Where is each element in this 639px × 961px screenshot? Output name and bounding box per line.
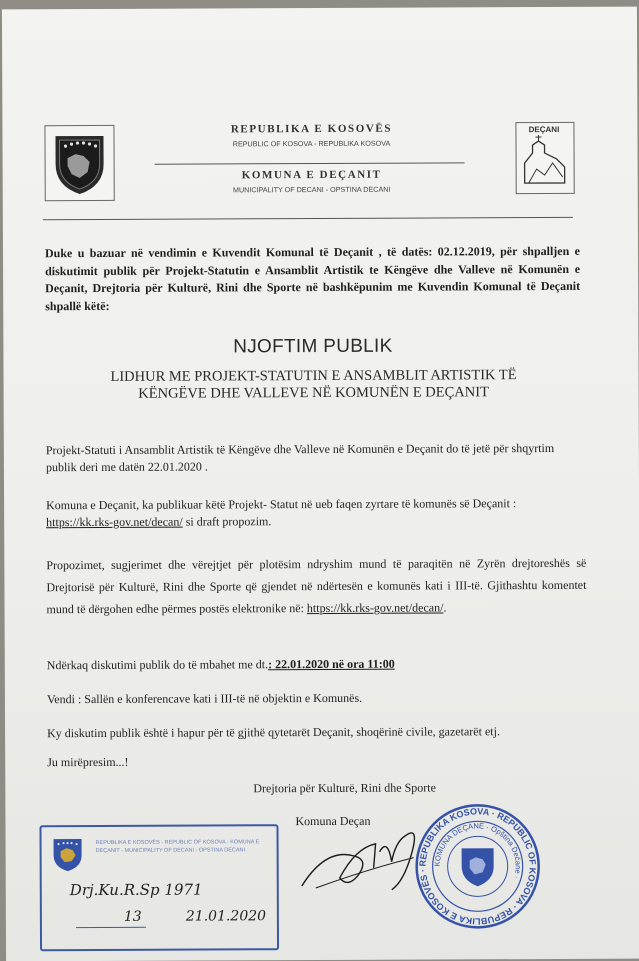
paragraph-discussion-date bbox=[47, 655, 587, 674]
paragraph-publication bbox=[46, 495, 586, 531]
proposals-text: Propozimet, sugjerimet dhe vërejtjet për plotësim ndryshim mund të paraqitën në Zyrën drejtoreshës së Drejtorisë për Kulturë, Rini dhe Sporte që gjendet në ndërtesën e komunës kati i III-të. Gjithashtu komentet mund të dërgohen edhe përmes postës elektronike në: bbox=[46, 555, 587, 617]
discussion-text: Ndërkaq diskutimi publik do të mbahet me dt. bbox=[46, 657, 269, 673]
round-stamp-inner-text: KOMUNA DEÇANE · Opština Dečane · bbox=[432, 821, 523, 880]
paragraph-open-to-public: Ky diskutim publik është i hapur për të gjithë qytetarët Deçanit, shoqërinë civile, gazetarët etj. bbox=[47, 724, 500, 741]
official-round-stamp bbox=[413, 802, 542, 931]
publication-text: Komuna e Deçanit, ka publikuar këtë Projekt- Statut në ueb faqen zyrtare të komunës së Deçanit : bbox=[46, 496, 517, 513]
registry-stamp-text: REPUBLIKA E KOSOVËS - REPUBLIC OF KOSOVA - KOMUNA E DEÇANIT - MUNICIPALITY OF DECANI - OPSTINA DECANI bbox=[95, 839, 260, 854]
header-bottom-divider bbox=[43, 217, 573, 220]
municipality-subtitle: MUNICIPALITY OF DECANI - OPSTINA DECANI bbox=[232, 184, 391, 195]
paragraph-review-period: Projekt-Statuti i Ansamblit Artistik të Këngëve dhe Valleve në Komunën e Deçanit do të jetë për shqyrtim publik deri me datën 22.01.2020 . bbox=[45, 440, 555, 475]
republic-title: REPUBLIKA E KOSOVËS bbox=[230, 122, 393, 136]
notice-subtitle-line2: KËNGËVE DHE VALLEVE NË KOMUNËN E DEÇANIT bbox=[138, 384, 489, 402]
registry-stamp-emblem-icon bbox=[50, 835, 86, 873]
decani-logo-label: DEÇANI bbox=[528, 124, 560, 135]
document-page bbox=[2, 7, 639, 961]
notice-title: NJOFTIM PUBLIK bbox=[233, 335, 393, 358]
republic-subtitle: REPUBLIC OF KOSOVA - REPUBLIKA KOSOVA bbox=[232, 138, 391, 149]
paragraph-welcome: Ju mirëpresim...! bbox=[47, 754, 129, 770]
publication-link[interactable]: https://kk.rks-gov.net/decan/ bbox=[46, 514, 183, 530]
round-stamp-outer-text: REPUBLIKA KOSOVA · REPUBLIC OF KOSOVA · REPUBLIKA E KOSOVËS · bbox=[417, 806, 538, 927]
kosovo-coat-of-arms-icon bbox=[45, 126, 113, 200]
paragraph-venue: Vendi : Sallën e konferencave kati i III-të në objektin e Komunës. bbox=[46, 690, 363, 707]
discussion-date: : 22.01.2020 në ora 11:00 bbox=[268, 656, 395, 672]
publication-tail: si draft propozim. bbox=[182, 514, 272, 529]
kosovo-emblem bbox=[44, 125, 114, 201]
registry-handwritten-date: 21.01.2020 bbox=[185, 908, 267, 925]
signature-office: Komuna Deçan bbox=[295, 813, 371, 829]
signature-department: Drejtoria për Kulturë, Rini dhe Sporte bbox=[253, 780, 436, 796]
municipality-title: KOMUNA E DEÇANIT bbox=[241, 168, 382, 182]
registry-handwritten-num: 13 bbox=[123, 908, 142, 925]
header-divider bbox=[155, 162, 465, 164]
proposals-tail: . bbox=[443, 600, 447, 615]
intro-paragraph: Duke u bazuar në vendimin e Kuvendit Komunal të Deçanit , të datës: 02.12.2019, për shpalljen e diskutimit publik për Projekt-Statutin e Ansamblit Artistik te Këngëve dhe Valleve në Komunën e Deçanit, Drejtoria për Kulturë, Rini dhe Sporte në bashkëpunim me Kuvendin Komunal të Deçanit shpallë këtë: bbox=[44, 243, 581, 313]
notice-subtitle bbox=[63, 367, 563, 403]
notice-subtitle-line1: LIDHUR ME PROJEKT-STATUTIN E ANSAMBLIT ARTISTIK TË bbox=[110, 367, 517, 385]
registry-handwritten-ref: Drj.Ku.R.Sp 1971 bbox=[69, 880, 203, 900]
paragraph-proposals bbox=[46, 552, 586, 620]
proposals-link[interactable]: https://kk.rks-gov.net/decan/ bbox=[306, 600, 444, 616]
